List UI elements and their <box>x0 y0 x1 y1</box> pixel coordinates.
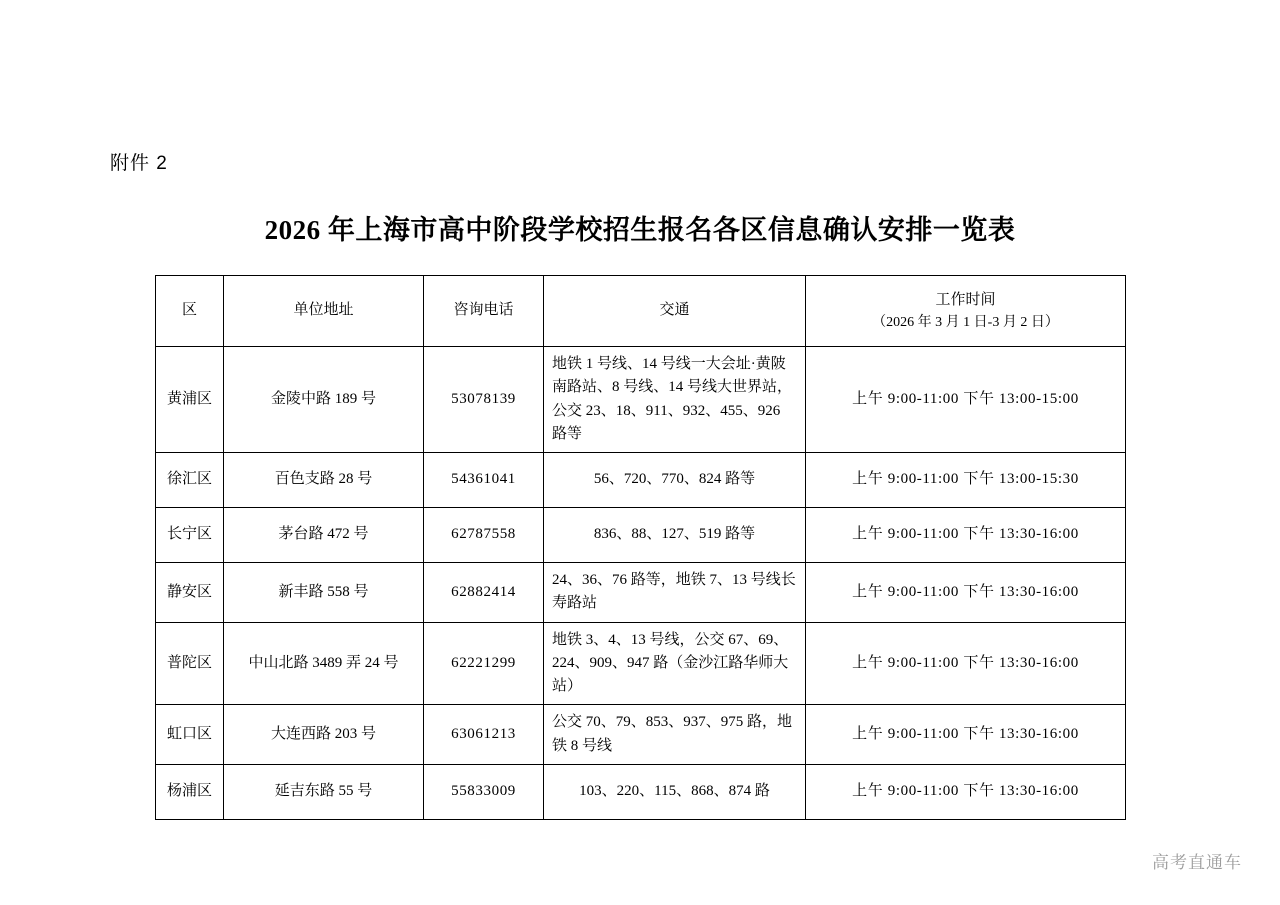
cell-phone: 63061213 <box>424 705 544 765</box>
district-confirmation-table <box>155 275 1126 820</box>
cell-district: 黄浦区 <box>156 347 224 453</box>
cell-hours: 上午 9:00-11:00 下午 13:30-16:00 <box>806 705 1126 765</box>
cell-hours: 上午 9:00-11:00 下午 13:30-16:00 <box>806 622 1126 705</box>
cell-hours: 上午 9:00-11:00 下午 13:30-16:00 <box>806 508 1126 563</box>
table-row <box>156 622 1126 705</box>
table-body <box>156 347 1126 820</box>
cell-transit: 地铁 1 号线、14 号线一大会址·黄陂南路站、8 号线、14 号线大世界站，公交 23、18、911、932、455、926 路等 <box>544 347 806 453</box>
watermark: 高考直通车 <box>1152 853 1242 872</box>
page-title: 2026 年上海市高中阶段学校招生报名各区信息确认安排一览表 <box>264 215 1016 245</box>
cell-phone: 62882414 <box>424 563 544 623</box>
cell-district: 杨浦区 <box>156 764 224 819</box>
table-header-row <box>156 276 1126 347</box>
cell-hours: 上午 9:00-11:00 下午 13:00-15:30 <box>806 453 1126 508</box>
column-header-hours-dates: （2026 年 3 月 1 日-3 月 2 日） <box>872 314 1059 330</box>
table-row <box>156 705 1126 765</box>
cell-district: 静安区 <box>156 563 224 623</box>
column-header-phone: 咨询电话 <box>424 276 544 347</box>
column-header-district: 区 <box>156 276 224 347</box>
cell-hours: 上午 9:00-11:00 下午 13:00-15:00 <box>806 347 1126 453</box>
cell-district: 徐汇区 <box>156 453 224 508</box>
cell-hours: 上午 9:00-11:00 下午 13:30-16:00 <box>806 563 1126 623</box>
table-row <box>156 453 1126 508</box>
cell-phone: 54361041 <box>424 453 544 508</box>
cell-address: 大连西路 203 号 <box>224 705 424 765</box>
cell-transit: 56、720、770、824 路等 <box>544 453 806 508</box>
cell-phone: 53078139 <box>424 347 544 453</box>
cell-hours: 上午 9:00-11:00 下午 13:30-16:00 <box>806 764 1126 819</box>
column-header-hours <box>806 276 1126 347</box>
cell-phone: 62221299 <box>424 622 544 705</box>
cell-transit: 24、36、76 路等，地铁 7、13 号线长寿路站 <box>544 563 806 623</box>
table-row <box>156 347 1126 453</box>
cell-address: 中山北路 3489 弄 24 号 <box>224 622 424 705</box>
cell-phone: 62787558 <box>424 508 544 563</box>
cell-transit: 公交 70、79、853、937、975 路，地铁 8 号线 <box>544 705 806 765</box>
cell-address: 延吉东路 55 号 <box>224 764 424 819</box>
cell-phone: 55833009 <box>424 764 544 819</box>
column-header-address: 单位地址 <box>224 276 424 347</box>
table-header <box>156 276 1126 347</box>
cell-address: 百色支路 28 号 <box>224 453 424 508</box>
cell-address: 茅台路 472 号 <box>224 508 424 563</box>
table-container <box>155 275 1125 820</box>
cell-address: 新丰路 558 号 <box>224 563 424 623</box>
cell-district: 长宁区 <box>156 508 224 563</box>
table-row <box>156 764 1126 819</box>
cell-transit: 836、88、127、519 路等 <box>544 508 806 563</box>
cell-transit: 103、220、115、868、874 路 <box>544 764 806 819</box>
table-row <box>156 563 1126 623</box>
column-header-transit: 交通 <box>544 276 806 347</box>
attachment-label: 附件 2 <box>110 153 168 174</box>
cell-district: 虹口区 <box>156 705 224 765</box>
table-row <box>156 508 1126 563</box>
column-header-hours-title: 工作时间 <box>935 291 996 308</box>
cell-address: 金陵中路 189 号 <box>224 347 424 453</box>
cell-transit: 地铁 3、4、13 号线，公交 67、69、224、909、947 路（金沙江路华师大站） <box>544 622 806 705</box>
cell-district: 普陀区 <box>156 622 224 705</box>
